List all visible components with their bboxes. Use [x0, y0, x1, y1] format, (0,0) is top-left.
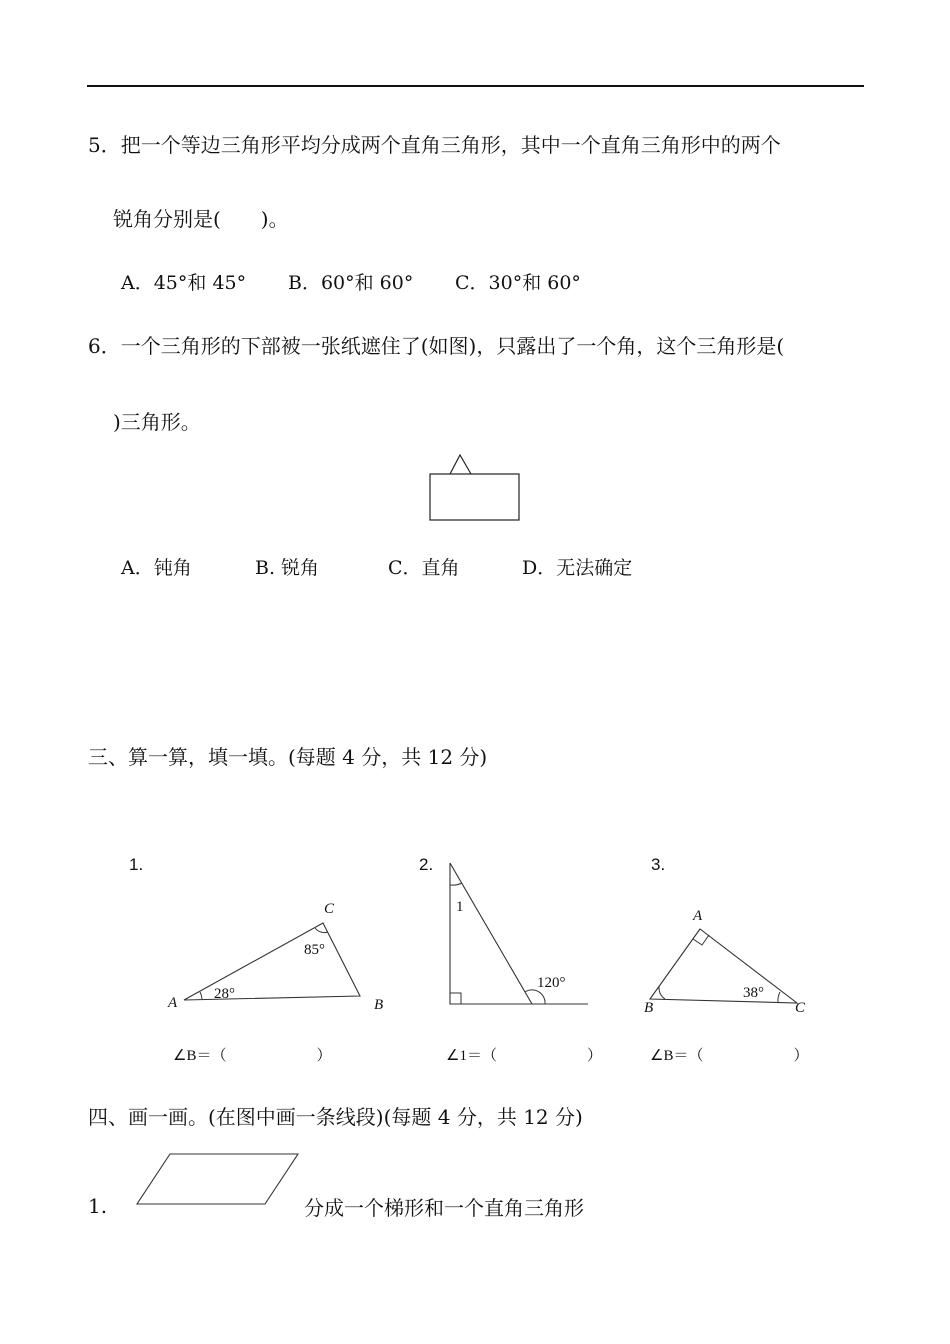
fig3-label-b: B: [644, 1000, 654, 1016]
parallelogram-figure[interactable]: [130, 1148, 305, 1212]
fig2-number: 2.: [419, 855, 434, 874]
covered-triangle-figure: [425, 450, 525, 525]
fig1-angle-c: 85°: [304, 942, 325, 958]
fig3-label-a: A: [693, 908, 703, 924]
fig1-label-b: B: [374, 997, 384, 1013]
fig1-label-c: C: [324, 901, 335, 917]
fig3-angle-c: 38°: [743, 985, 764, 1001]
fig2-triangle: [440, 855, 600, 1015]
fig1-number: 1.: [129, 855, 144, 874]
fig2-angle-one: 1: [456, 899, 464, 915]
q6-line2: )三角形。: [113, 410, 201, 434]
q5-option-a[interactable]: A．45°和 45°: [121, 272, 247, 294]
q6-option-b[interactable]: B. 锐角: [255, 557, 320, 579]
fig3-answer[interactable]: ∠B＝（ ）: [650, 1048, 809, 1064]
q5-line1: 5．把一个等边三角形平均分成两个直角三角形，其中一个直角三角形中的两个: [88, 133, 781, 157]
fig1-answer[interactable]: ∠B＝（ ）: [173, 1048, 332, 1064]
q5-line2: 锐角分别是( )。: [113, 207, 289, 231]
paper-cover: [430, 474, 519, 520]
section4-title: 四、画一画。(在图中画一条线段)(每题 4 分，共 12 分): [88, 1105, 583, 1129]
q5-option-c[interactable]: C．30°和 60°: [455, 272, 581, 294]
top-rule: [87, 85, 864, 87]
fig3-label-c: C: [795, 1000, 806, 1016]
q5-option-b[interactable]: B．60°和 60°: [288, 272, 414, 294]
exposed-angle: [450, 455, 471, 474]
q6-option-a[interactable]: A．钝角: [121, 557, 192, 579]
q6-line1: 6．一个三角形的下部被一张纸遮住了(如图)，只露出了一个角，这个三角形是(: [88, 334, 785, 358]
fig3-number: 3.: [651, 855, 666, 874]
fig2-exterior-angle: 120°: [537, 975, 566, 991]
section3-title: 三、算一算，填一填。(每题 4 分，共 12 分): [88, 745, 488, 769]
fig1-label-a: A: [168, 995, 178, 1011]
fig3-triangle: [640, 920, 810, 1010]
section4-item1-text: 分成一个梯形和一个直角三角形: [304, 1196, 584, 1220]
fig2-answer[interactable]: ∠1＝（ ）: [446, 1048, 602, 1064]
fig1-triangle: [160, 895, 400, 1020]
q6-option-d[interactable]: D．无法确定: [522, 557, 633, 579]
fig1-angle-a: 28°: [214, 986, 235, 1002]
section4-item1-number: 1.: [88, 1194, 108, 1218]
q6-option-c[interactable]: C．直角: [388, 557, 460, 579]
